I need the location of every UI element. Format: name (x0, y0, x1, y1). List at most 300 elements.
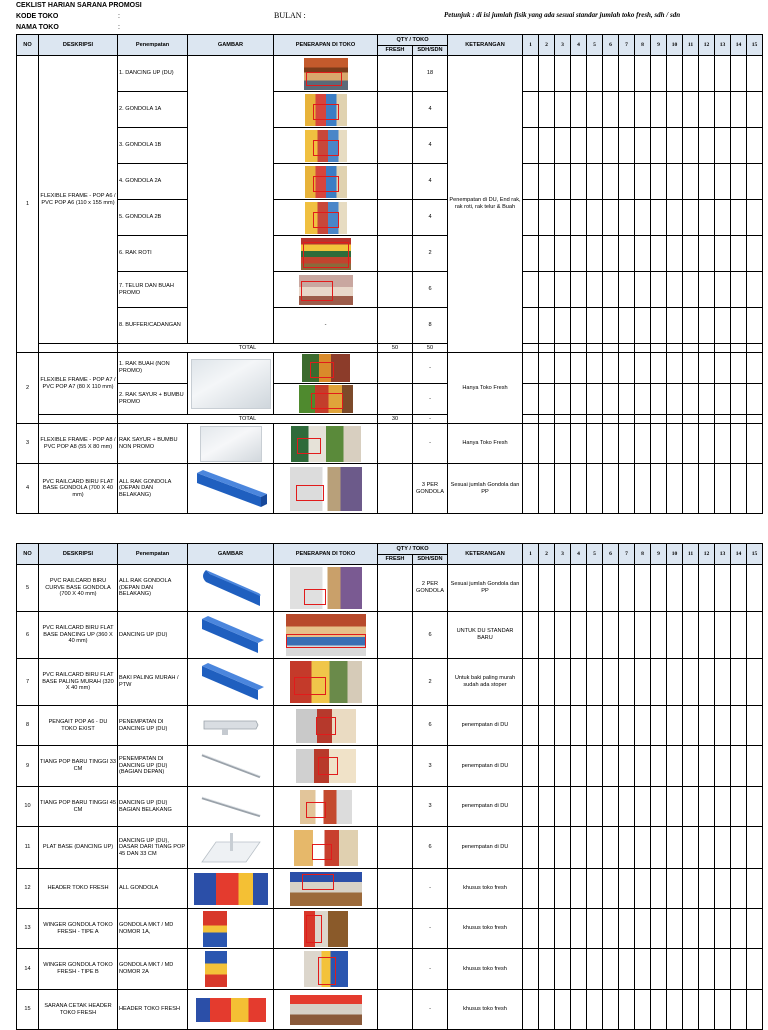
qty-sdh[interactable]: 6 (413, 706, 448, 746)
day-cell[interactable] (603, 612, 619, 659)
day-cell[interactable] (731, 384, 747, 415)
day-cell[interactable] (699, 565, 715, 612)
qty-fresh[interactable] (378, 659, 413, 706)
day-cell[interactable] (731, 353, 747, 384)
day-cell[interactable] (635, 869, 651, 909)
day-cell[interactable] (539, 344, 555, 353)
day-cell[interactable] (571, 706, 587, 746)
day-cell[interactable] (555, 949, 571, 990)
day-cell[interactable] (587, 949, 603, 990)
qty-fresh[interactable] (378, 612, 413, 659)
day-cell[interactable] (619, 236, 635, 272)
day-cell[interactable] (555, 353, 571, 384)
day-cell[interactable] (539, 415, 555, 424)
day-cell[interactable] (539, 164, 555, 200)
day-cell[interactable] (619, 746, 635, 787)
day-cell[interactable] (523, 384, 539, 415)
day-cell[interactable] (667, 415, 683, 424)
day-cell[interactable] (571, 164, 587, 200)
day-cell[interactable] (683, 344, 699, 353)
day-cell[interactable] (555, 415, 571, 424)
day-cell[interactable] (587, 200, 603, 236)
day-cell[interactable] (587, 344, 603, 353)
day-cell[interactable] (635, 827, 651, 869)
qty-fresh[interactable] (378, 706, 413, 746)
day-cell[interactable] (635, 612, 651, 659)
day-cell[interactable] (715, 308, 731, 344)
day-cell[interactable] (587, 464, 603, 514)
day-cell[interactable] (571, 827, 587, 869)
day-cell[interactable] (651, 344, 667, 353)
day-cell[interactable] (651, 659, 667, 706)
day-cell[interactable] (715, 164, 731, 200)
day-cell[interactable] (699, 424, 715, 464)
day-cell[interactable] (619, 308, 635, 344)
day-cell[interactable] (635, 164, 651, 200)
qty-sdh[interactable]: - (413, 869, 448, 909)
qty-sdh[interactable]: 4 (413, 92, 448, 128)
day-cell[interactable] (635, 415, 651, 424)
day-cell[interactable] (715, 236, 731, 272)
day-cell[interactable] (699, 464, 715, 514)
day-cell[interactable] (587, 746, 603, 787)
day-cell[interactable] (587, 236, 603, 272)
day-cell[interactable] (603, 308, 619, 344)
day-cell[interactable] (699, 787, 715, 827)
day-cell[interactable] (619, 612, 635, 659)
day-cell[interactable] (555, 706, 571, 746)
qty-sdh[interactable]: 4 (413, 200, 448, 236)
day-cell[interactable] (539, 128, 555, 164)
day-cell[interactable] (571, 659, 587, 706)
day-cell[interactable] (715, 827, 731, 869)
day-cell[interactable] (731, 200, 747, 236)
day-cell[interactable] (731, 464, 747, 514)
day-cell[interactable] (539, 827, 555, 869)
day-cell[interactable] (587, 706, 603, 746)
day-cell[interactable] (651, 164, 667, 200)
qty-fresh[interactable] (378, 909, 413, 949)
day-cell[interactable] (651, 827, 667, 869)
day-cell[interactable] (571, 353, 587, 384)
day-cell[interactable] (603, 746, 619, 787)
day-cell[interactable] (603, 200, 619, 236)
day-cell[interactable] (747, 424, 763, 464)
day-cell[interactable] (587, 659, 603, 706)
day-cell[interactable] (747, 612, 763, 659)
day-cell[interactable] (539, 706, 555, 746)
day-cell[interactable] (619, 56, 635, 92)
day-cell[interactable] (635, 384, 651, 415)
day-cell[interactable] (603, 164, 619, 200)
day-cell[interactable] (699, 92, 715, 128)
day-cell[interactable] (635, 128, 651, 164)
day-cell[interactable] (731, 344, 747, 353)
day-cell[interactable] (619, 909, 635, 949)
day-cell[interactable] (603, 787, 619, 827)
day-cell[interactable] (555, 746, 571, 787)
day-cell[interactable] (619, 200, 635, 236)
day-cell[interactable] (635, 746, 651, 787)
day-cell[interactable] (699, 128, 715, 164)
day-cell[interactable] (747, 200, 763, 236)
day-cell[interactable] (603, 353, 619, 384)
day-cell[interactable] (747, 746, 763, 787)
day-cell[interactable] (699, 164, 715, 200)
day-cell[interactable] (699, 384, 715, 415)
day-cell[interactable] (555, 827, 571, 869)
day-cell[interactable] (683, 200, 699, 236)
day-cell[interactable] (731, 164, 747, 200)
day-cell[interactable] (651, 92, 667, 128)
day-cell[interactable] (731, 56, 747, 92)
day-cell[interactable] (699, 612, 715, 659)
day-cell[interactable] (651, 236, 667, 272)
qty-fresh[interactable] (378, 464, 413, 514)
day-cell[interactable] (571, 200, 587, 236)
day-cell[interactable] (555, 565, 571, 612)
day-cell[interactable] (699, 827, 715, 869)
day-cell[interactable] (539, 424, 555, 464)
day-cell[interactable] (571, 236, 587, 272)
day-cell[interactable] (571, 344, 587, 353)
day-cell[interactable] (523, 164, 539, 200)
day-cell[interactable] (683, 164, 699, 200)
day-cell[interactable] (523, 612, 539, 659)
day-cell[interactable] (683, 92, 699, 128)
day-cell[interactable] (619, 415, 635, 424)
day-cell[interactable] (651, 612, 667, 659)
day-cell[interactable] (747, 56, 763, 92)
day-cell[interactable] (619, 384, 635, 415)
qty-sdh[interactable]: 8 (413, 308, 448, 344)
day-cell[interactable] (523, 200, 539, 236)
day-cell[interactable] (523, 415, 539, 424)
qty-sdh[interactable]: 3 PER GONDOLA (413, 464, 448, 514)
day-cell[interactable] (539, 200, 555, 236)
day-cell[interactable] (619, 92, 635, 128)
day-cell[interactable] (635, 706, 651, 746)
day-cell[interactable] (523, 909, 539, 949)
day-cell[interactable] (587, 424, 603, 464)
day-cell[interactable] (747, 464, 763, 514)
day-cell[interactable] (555, 236, 571, 272)
day-cell[interactable] (667, 787, 683, 827)
day-cell[interactable] (715, 353, 731, 384)
day-cell[interactable] (715, 909, 731, 949)
day-cell[interactable] (667, 949, 683, 990)
day-cell[interactable] (747, 827, 763, 869)
day-cell[interactable] (731, 128, 747, 164)
day-cell[interactable] (619, 424, 635, 464)
qty-fresh[interactable] (378, 869, 413, 909)
day-cell[interactable] (651, 565, 667, 612)
day-cell[interactable] (619, 787, 635, 827)
day-cell[interactable] (635, 92, 651, 128)
day-cell[interactable] (603, 565, 619, 612)
day-cell[interactable] (539, 659, 555, 706)
day-cell[interactable] (667, 827, 683, 869)
day-cell[interactable] (683, 746, 699, 787)
day-cell[interactable] (715, 56, 731, 92)
day-cell[interactable] (667, 384, 683, 415)
day-cell[interactable] (651, 128, 667, 164)
day-cell[interactable] (539, 92, 555, 128)
day-cell[interactable] (571, 56, 587, 92)
day-cell[interactable] (555, 869, 571, 909)
day-cell[interactable] (603, 869, 619, 909)
day-cell[interactable] (715, 869, 731, 909)
day-cell[interactable] (747, 164, 763, 200)
day-cell[interactable] (699, 200, 715, 236)
day-cell[interactable] (587, 56, 603, 92)
day-cell[interactable] (555, 308, 571, 344)
day-cell[interactable] (699, 415, 715, 424)
day-cell[interactable] (667, 869, 683, 909)
day-cell[interactable] (635, 424, 651, 464)
day-cell[interactable] (715, 659, 731, 706)
day-cell[interactable] (667, 909, 683, 949)
qty-fresh[interactable] (378, 236, 413, 272)
day-cell[interactable] (667, 706, 683, 746)
day-cell[interactable] (651, 787, 667, 827)
day-cell[interactable] (635, 272, 651, 308)
day-cell[interactable] (683, 612, 699, 659)
day-cell[interactable] (683, 128, 699, 164)
day-cell[interactable] (523, 272, 539, 308)
qty-fresh[interactable] (378, 424, 413, 464)
day-cell[interactable] (587, 308, 603, 344)
qty-fresh[interactable] (378, 128, 413, 164)
day-cell[interactable] (747, 272, 763, 308)
day-cell[interactable] (587, 909, 603, 949)
day-cell[interactable] (651, 464, 667, 514)
day-cell[interactable] (683, 464, 699, 514)
day-cell[interactable] (587, 164, 603, 200)
day-cell[interactable] (651, 353, 667, 384)
day-cell[interactable] (699, 353, 715, 384)
qty-sdh[interactable]: 2 (413, 236, 448, 272)
day-cell[interactable] (747, 344, 763, 353)
day-cell[interactable] (731, 272, 747, 308)
day-cell[interactable] (635, 464, 651, 514)
day-cell[interactable] (587, 565, 603, 612)
day-cell[interactable] (571, 869, 587, 909)
day-cell[interactable] (603, 464, 619, 514)
day-cell[interactable] (619, 827, 635, 869)
day-cell[interactable] (603, 827, 619, 869)
day-cell[interactable] (683, 909, 699, 949)
day-cell[interactable] (619, 164, 635, 200)
day-cell[interactable] (635, 565, 651, 612)
day-cell[interactable] (587, 272, 603, 308)
day-cell[interactable] (747, 869, 763, 909)
day-cell[interactable] (651, 200, 667, 236)
day-cell[interactable] (699, 659, 715, 706)
day-cell[interactable] (699, 236, 715, 272)
day-cell[interactable] (667, 612, 683, 659)
day-cell[interactable] (667, 128, 683, 164)
day-cell[interactable] (667, 92, 683, 128)
day-cell[interactable] (731, 787, 747, 827)
day-cell[interactable] (683, 272, 699, 308)
day-cell[interactable] (683, 706, 699, 746)
day-cell[interactable] (747, 92, 763, 128)
day-cell[interactable] (747, 706, 763, 746)
day-cell[interactable] (635, 659, 651, 706)
day-cell[interactable] (667, 424, 683, 464)
day-cell[interactable] (555, 787, 571, 827)
day-cell[interactable] (683, 384, 699, 415)
day-cell[interactable] (523, 706, 539, 746)
day-cell[interactable] (587, 415, 603, 424)
day-cell[interactable] (523, 92, 539, 128)
qty-sdh[interactable]: 3 (413, 787, 448, 827)
day-cell[interactable] (587, 384, 603, 415)
day-cell[interactable] (715, 384, 731, 415)
day-cell[interactable] (715, 344, 731, 353)
day-cell[interactable] (555, 909, 571, 949)
day-cell[interactable] (555, 464, 571, 514)
day-cell[interactable] (571, 308, 587, 344)
day-cell[interactable] (555, 612, 571, 659)
day-cell[interactable] (635, 909, 651, 949)
day-cell[interactable] (523, 353, 539, 384)
day-cell[interactable] (635, 353, 651, 384)
day-cell[interactable] (523, 424, 539, 464)
day-cell[interactable] (699, 746, 715, 787)
qty-sdh[interactable]: 3 (413, 746, 448, 787)
day-cell[interactable] (571, 128, 587, 164)
day-cell[interactable] (715, 272, 731, 308)
qty-sdh[interactable]: 4 (413, 128, 448, 164)
day-cell[interactable] (555, 200, 571, 236)
day-cell[interactable] (651, 949, 667, 990)
day-cell[interactable] (651, 384, 667, 415)
day-cell[interactable] (715, 92, 731, 128)
day-cell[interactable] (699, 272, 715, 308)
day-cell[interactable] (587, 92, 603, 128)
day-cell[interactable] (683, 236, 699, 272)
day-cell[interactable] (539, 909, 555, 949)
day-cell[interactable] (539, 384, 555, 415)
qty-sdh[interactable]: - (413, 353, 448, 384)
day-cell[interactable] (635, 308, 651, 344)
qty-fresh[interactable] (378, 353, 413, 384)
qty-sdh[interactable]: - (413, 909, 448, 949)
day-cell[interactable] (635, 787, 651, 827)
day-cell[interactable] (523, 128, 539, 164)
qty-fresh[interactable] (378, 308, 413, 344)
day-cell[interactable] (539, 236, 555, 272)
day-cell[interactable] (731, 92, 747, 128)
day-cell[interactable] (635, 344, 651, 353)
day-cell[interactable] (539, 56, 555, 92)
day-cell[interactable] (683, 415, 699, 424)
day-cell[interactable] (747, 353, 763, 384)
day-cell[interactable] (603, 272, 619, 308)
day-cell[interactable] (619, 565, 635, 612)
day-cell[interactable] (731, 949, 747, 990)
day-cell[interactable] (683, 353, 699, 384)
day-cell[interactable] (539, 308, 555, 344)
day-cell[interactable] (571, 949, 587, 990)
day-cell[interactable] (651, 706, 667, 746)
day-cell[interactable] (587, 353, 603, 384)
day-cell[interactable] (699, 706, 715, 746)
day-cell[interactable] (619, 353, 635, 384)
day-cell[interactable] (731, 612, 747, 659)
day-cell[interactable] (747, 909, 763, 949)
day-cell[interactable] (555, 384, 571, 415)
day-cell[interactable] (715, 565, 731, 612)
day-cell[interactable] (555, 272, 571, 308)
day-cell[interactable] (523, 344, 539, 353)
day-cell[interactable] (667, 200, 683, 236)
day-cell[interactable] (571, 384, 587, 415)
day-cell[interactable] (731, 827, 747, 869)
day-cell[interactable] (667, 308, 683, 344)
day-cell[interactable] (571, 909, 587, 949)
day-cell[interactable] (539, 869, 555, 909)
day-cell[interactable] (555, 56, 571, 92)
day-cell[interactable] (683, 424, 699, 464)
day-cell[interactable] (523, 746, 539, 787)
day-cell[interactable] (715, 746, 731, 787)
day-cell[interactable] (603, 236, 619, 272)
day-cell[interactable] (603, 415, 619, 424)
day-cell[interactable] (651, 869, 667, 909)
day-cell[interactable] (539, 464, 555, 514)
day-cell[interactable] (683, 869, 699, 909)
day-cell[interactable] (699, 344, 715, 353)
day-cell[interactable] (715, 200, 731, 236)
day-cell[interactable] (587, 787, 603, 827)
day-cell[interactable] (667, 236, 683, 272)
day-cell[interactable] (747, 415, 763, 424)
day-cell[interactable] (619, 706, 635, 746)
day-cell[interactable] (651, 308, 667, 344)
day-cell[interactable] (683, 659, 699, 706)
day-cell[interactable] (699, 949, 715, 990)
day-cell[interactable] (587, 128, 603, 164)
day-cell[interactable] (651, 272, 667, 308)
day-cell[interactable] (667, 272, 683, 308)
day-cell[interactable] (731, 909, 747, 949)
day-cell[interactable] (603, 424, 619, 464)
day-cell[interactable] (651, 909, 667, 949)
day-cell[interactable] (747, 565, 763, 612)
day-cell[interactable] (731, 869, 747, 909)
day-cell[interactable] (667, 464, 683, 514)
day-cell[interactable] (523, 827, 539, 869)
day-cell[interactable] (635, 56, 651, 92)
qty-sdh[interactable]: 6 (413, 612, 448, 659)
qty-fresh[interactable] (378, 746, 413, 787)
day-cell[interactable] (715, 612, 731, 659)
qty-sdh[interactable]: 6 (413, 827, 448, 869)
day-cell[interactable] (715, 706, 731, 746)
qty-sdh[interactable]: - (413, 990, 448, 1030)
day-cell[interactable] (651, 424, 667, 464)
day-cell[interactable] (699, 308, 715, 344)
day-cell[interactable] (683, 949, 699, 990)
day-cell[interactable] (603, 92, 619, 128)
day-cell[interactable] (523, 787, 539, 827)
day-cell[interactable] (555, 344, 571, 353)
day-cell[interactable] (715, 787, 731, 827)
day-cell[interactable] (571, 612, 587, 659)
